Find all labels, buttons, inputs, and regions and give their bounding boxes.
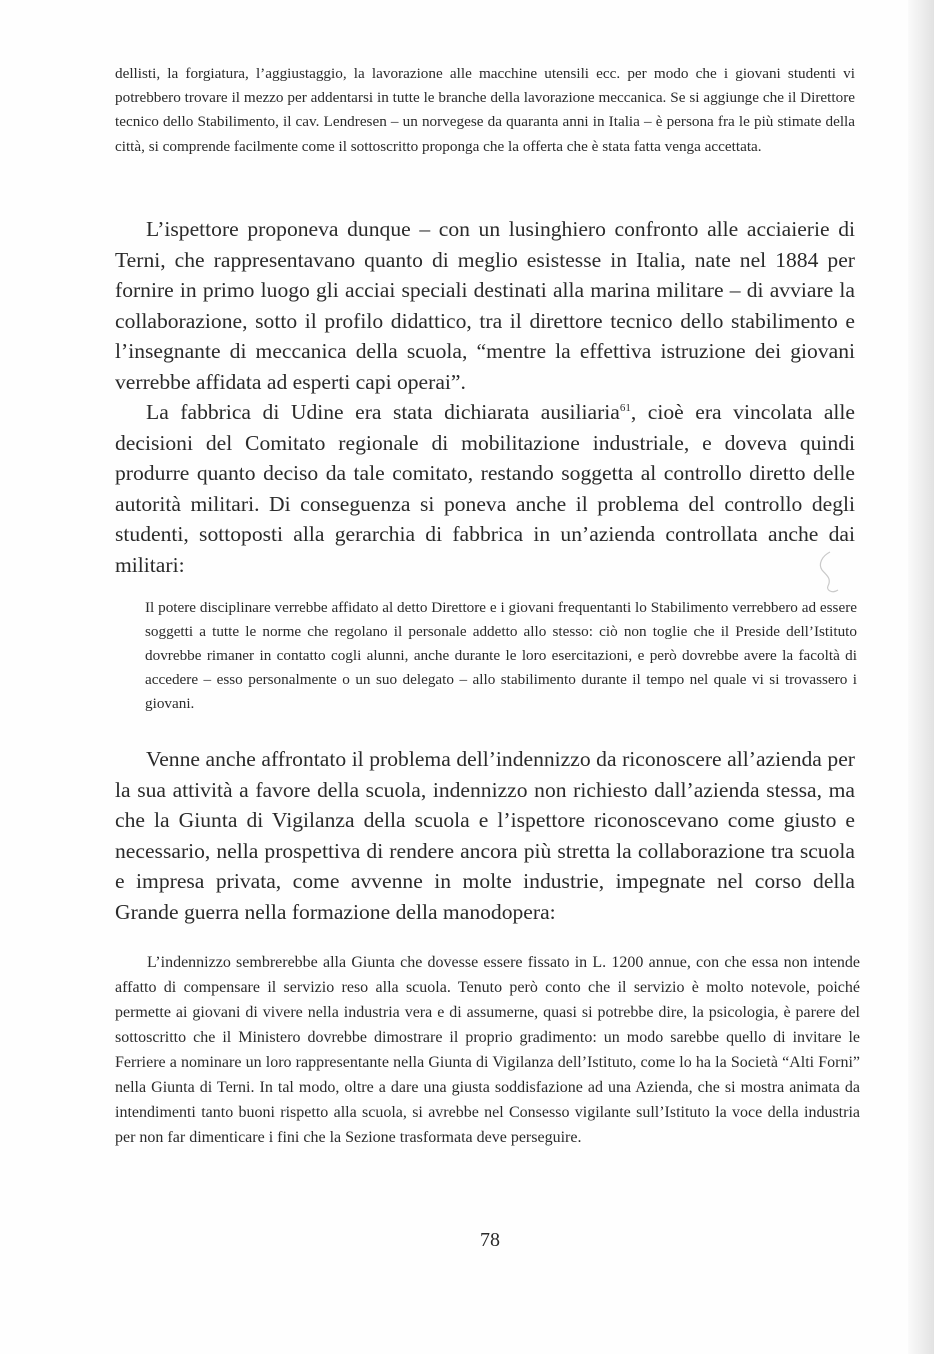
page-edge-shadow [908, 0, 934, 1354]
paragraph-indemnity: Venne anche affrontato il problema dell’indennizzo da riconoscere all’azienda per la sua attività a favore della scuola, indennizzo non richiesto dall’azienda stessa, ma che la Giunta di Vigilanza della scuola e l’ispettore riconoscevano come giusto e necessario, nella prospettiva di rendere ancora più stretta la collaborazione tra scuola e impresa privata, come avvenne in molte industrie, impegnate nel corso della Grande guerra nella formazione della manodopera: [115, 747, 855, 924]
paragraph-inspector-proposal: L’ispettore proponeva dunque – con un lusinghiero confronto alle acciaierie di Terni, che rappresentavano quanto di meglio esistesse in Italia, nate nel 1884 per fornire in primo luogo gli acciai speciali destinati alla marina militare – di avviare la collaborazione, sotto il profilo didattico, tra il direttore tecnico dello stabilimento e l’insegnante di meccanica della scuola, “mentre la effettiva istruzione dei giovani verrebbe affidata ad esperti capi operai”. [115, 217, 855, 394]
paragraph-auxiliary-factory [115, 397, 855, 580]
paragraph-auxiliary-text-before: La fabbrica di Udine era stata dichiarata ausiliaria [146, 400, 620, 424]
body-paragraphs-bottom [115, 744, 855, 927]
block-quote-indemnity: L’indennizzo sembrerebbe alla Giunta che dovesse essere fissato in L. 1200 annue, con che essa non intende affatto di compensare il servizio reso alla scuola. Tenuto però conto che il servizio è molto notevole, poiché permette ai giovani di vivere nella industria vera e di assumerne, quasi si potrebbe dire, la psicologia, è parere del sottoscritto che il Ministero dovrebbe dimostrare il proprio gradimento: un modo sarebbe quello di invitare le Ferriere a nominare un loro rappresentante nella Giunta di Vigilanza dell’Istituto, come lo ha la Società “Alti Forni” nella Giunta di Terni. In tal modo, oltre a dare una giusta soddisfazione ad una Azienda, che si mostra animata da intendimenti tanto buoni rispetto alla scuola, si avrebbe nel Consesso vigilante sull’Istituto la voce della industria per non far dimenticare i fini che la Sezione trasformata deve perseguire. [115, 954, 860, 1146]
block-quote-disciplinary-power: Il potere disciplinare verrebbe affidato al detto Direttore e i giovani frequentanti lo Stabilimento verrebbero ad essere soggetti a tutte le norme che regolano il personale addetto allo stesso: ciò non toglie che il Preside dell’Istituto dovrebbe rimaner in contatto cogli alunni, anche durante le loro esercitazioni, e però dovrebbe avere la facoltà di accedere – esso personalmente o un suo delegato – allo stabilimento durante il tempo nel quale vi si trovassero i giovani. [145, 599, 857, 712]
paragraph-auxiliary-text-after: , cioè era vincolata alle decisioni del Comitato regionale di mobilitazione industriale, e doveva quindi produrre quanto deciso da tale comitato, restando soggetta al controllo diretto delle autorità militari. Di conseguenza si poneva anche il problema del controllo degli studenti, sottoposti alla gerarchia di fabbrica in un’azienda controllata anche dai militari: [115, 400, 855, 577]
footnote-reference: 61 [619, 402, 631, 414]
block-quote-ferriere-offer: dellisti, la forgiatura, l’aggiustaggio, la lavorazione alle macchine utensili ecc. per modo che i giovani studenti vi potrebbero trovare il mezzo per addentarsi in tutte le branche della lavorazione meccanica. Se si aggiunge che il Direttore tecnico dello Stabilimento, il cav. Lendresen – un norvegese da quaranta anni in Italia – è persona fra le più stimate della città, si comprende facilmente come il sottoscritto proponga che la offerta che è stata fatta venga accettata. [115, 65, 855, 155]
body-paragraphs-top [115, 214, 855, 580]
page-number: 78 [480, 1229, 500, 1251]
pencil-annotation-mark [808, 548, 848, 598]
